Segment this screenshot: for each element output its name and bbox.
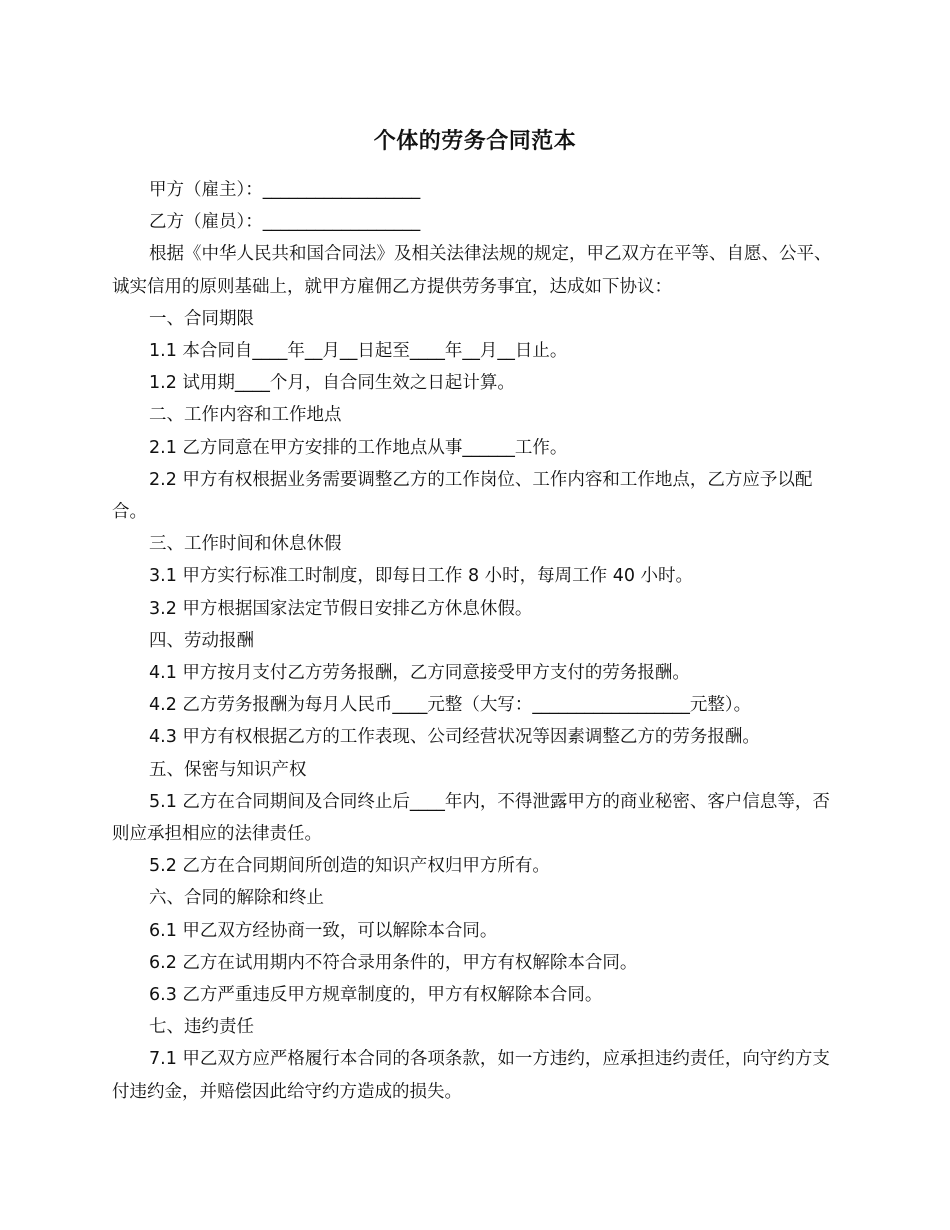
clause-paragraph: 4.3 甲方有权根据乙方的工作表现、公司经营状况等因素调整乙方的劳务报酬。 bbox=[149, 727, 760, 748]
clause-paragraph: 1.1 本合同自____年__月__日起至____年__月__日止。 bbox=[149, 341, 568, 362]
section-heading: 四、劳动报酬 bbox=[149, 630, 254, 651]
clause-paragraph: 6.3 乙方严重违反甲方规章制度的，甲方有权解除本合同。 bbox=[149, 985, 603, 1006]
party-a-line: 甲方（雇主）：__________________ bbox=[149, 180, 421, 200]
section-heading: 七、违约责任 bbox=[149, 1017, 254, 1038]
clause-paragraph: 5.1 乙方在合同期间及合同终止后____年内，不得泄露甲方的商业秘密、客户信息等，否则应承担相应的法律责任。 bbox=[112, 791, 830, 845]
section-heading: 五、保密与知识产权 bbox=[149, 759, 307, 780]
clause-paragraph: 3.2 甲方根据国家法定节假日安排乙方休息休假。 bbox=[149, 598, 533, 619]
clause-paragraph: 5.2 乙方在合同期间所创造的知识产权归甲方所有。 bbox=[149, 856, 550, 877]
clause-paragraph: 4.1 甲方按月支付乙方劳务报酬，乙方同意接受甲方支付的劳务报酬。 bbox=[149, 663, 690, 684]
clause-paragraph: 6.1 甲乙双方经协商一致，可以解除本合同。 bbox=[149, 920, 498, 941]
preamble-paragraph: 根据《中华人民共和国合同法》及相关法律法规的规定，甲乙双方在平等、自愿、公平、诚实信用的原则基础上，就甲方雇佣乙方提供劳务事宜，达成如下协议： bbox=[112, 244, 832, 297]
clause-paragraph: 2.1 乙方同意在甲方安排的工作地点从事______工作。 bbox=[149, 437, 568, 458]
party-b-line: 乙方（雇员）：__________________ bbox=[149, 212, 421, 233]
clause-paragraph: 1.2 试用期____个月，自合同生效之日起计算。 bbox=[149, 373, 515, 394]
section-heading: 六、合同的解除和终止 bbox=[149, 888, 324, 909]
clause-paragraph: 2.2 甲方有权根据业务需要调整乙方的工作岗位、工作内容和工作地点，乙方应予以配合。 bbox=[112, 469, 813, 523]
clause-paragraph: 7.1 甲乙双方应严格履行本合同的各项条款，如一方违约，应承担违约责任，向守约方支付违约金，并赔偿因此给守约方造成的损失。 bbox=[112, 1049, 830, 1102]
clause-paragraph: 6.2 乙方在试用期内不符合录用条件的，甲方有权解除本合同。 bbox=[149, 952, 638, 973]
section-heading: 二、工作内容和工作地点 bbox=[149, 405, 342, 426]
clause-paragraph: 4.2 乙方劳务报酬为每月人民币____元整（大写：__________________元整）。 bbox=[149, 695, 752, 716]
section-heading: 一、合同期限 bbox=[149, 308, 254, 329]
clause-paragraph: 3.1 甲方实行标准工时制度，即每日工作 8 小时，每周工作 40 小时。 bbox=[149, 566, 694, 587]
document-title: 个体的劳务合同范本 bbox=[373, 129, 577, 154]
document-body bbox=[112, 174, 842, 1108]
section-heading: 三、工作时间和休息休假 bbox=[149, 534, 342, 555]
